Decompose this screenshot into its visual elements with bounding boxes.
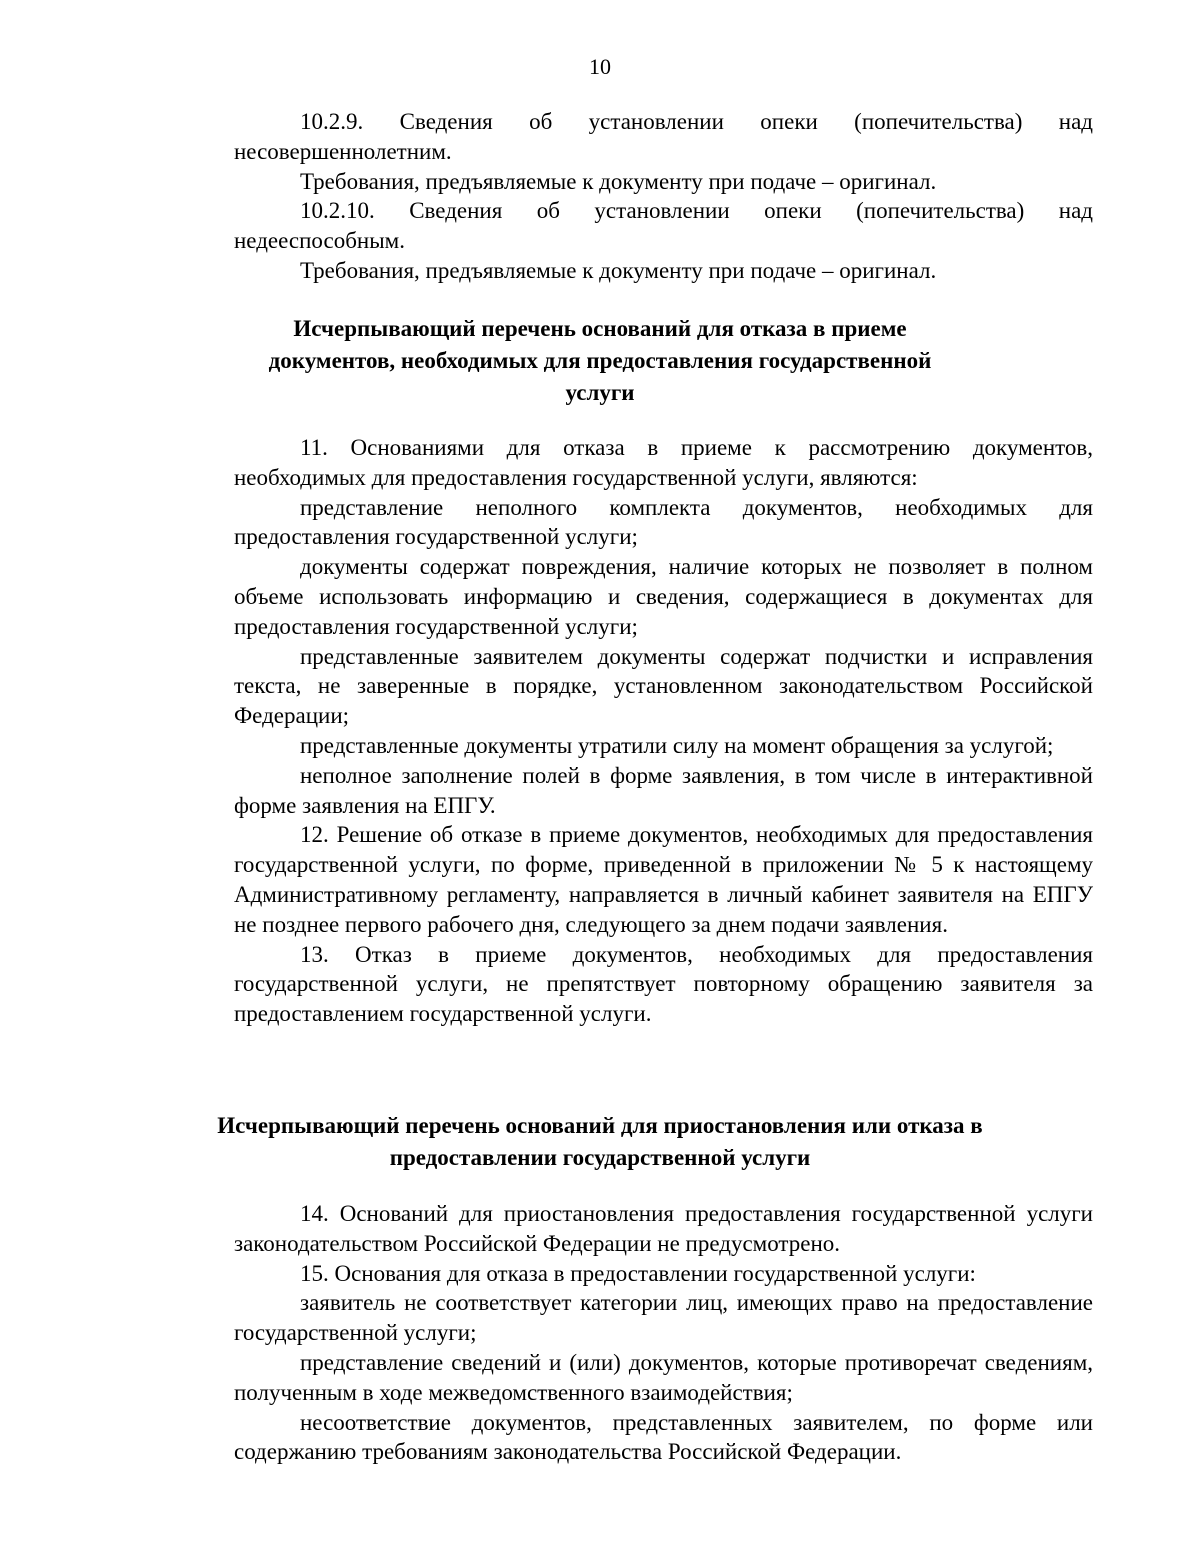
heading-line: документов, необходимых для предоставления государственной [268,348,932,373]
paragraph-list-item: представленные документы утратили силу на момент обращения за услугой; [300,732,1054,758]
paragraph-list-item: несоответствие документов, представленных заявителем, по форме или содержанию требованиям законодательства Российской Федерации. [234,1409,1093,1465]
paragraph-10-2-10: 10.2.10. Сведения об установлении опеки (попечительства) над недееспособным. [234,198,1093,254]
heading-line: предоставлении государственной услуги [389,1145,811,1170]
section-11-13 [234,433,1093,1029]
paragraph-14: 14. Оснований для приостановления предоставления государственной услуги законодательством Российской Федерации не предусмотрено. [234,1201,1093,1256]
paragraph-11: 11. Основаниями для отказа в приеме к рассмотрению документов, необходимых для предоставления государственной услуги, являются: [234,435,1093,490]
paragraph-13: 13. Отказ в приеме документов, необходимых для предоставления государственной услуги, не препятствует повторному обращению заявителя за предоставлением государственной услуги. [234,941,1093,1027]
paragraph-10-2-9: 10.2.9. Сведения об установлении опеки (попечительства) над несовершеннолетним. [234,109,1093,164]
paragraph-list-item: представление сведений и (или) документов, которые противоречат сведениям, полученным в ходе межведомственного взаимодействия; [234,1349,1093,1405]
heading-line: Исчерпывающий перечень оснований для отказа в приеме [293,316,907,341]
paragraph-list-item: представление неполного комплекта документов, необходимых для предоставления государственной услуги; [234,494,1093,550]
page-number: 10 [589,54,611,79]
paragraph-15: 15. Основания для отказа в предоставлении государственной услуги: [300,1260,976,1286]
paragraph-requirement: Требования, предъявляемые к документу при подаче – оригинал. [300,168,937,194]
paragraph-list-item: документы содержат повреждения, наличие которых не позволяет в полном объеме использовать информацию и сведения, содержащиеся в документах для предоставления государственной услуги; [234,554,1093,639]
section-heading-suspension-refusal [0,1110,1200,1174]
paragraph-list-item: заявитель не соответствует категории лиц, имеющих право на предоставление государственной услуги; [234,1290,1093,1346]
paragraph-list-item: представленные заявителем документы содержат подчистки и исправления текста, не заверенные в порядке, установленном законодательством Российской Федерации; [234,643,1093,729]
paragraph-requirement: Требования, предъявляемые к документу при подаче – оригинал. [300,257,937,283]
paragraph-list-item: неполное заполнение полей в форме заявления, в том числе в интерактивной форме заявления на ЕПГУ. [234,762,1093,818]
section-heading-refusal-acceptance [0,313,1200,409]
heading-line: Исчерпывающий перечень оснований для приостановления или отказа в [217,1113,983,1138]
paragraph-12: 12. Решение об отказе в приеме документов, необходимых для предоставления государственной услуги, по форме, приведенной в приложении № 5 к настоящему Административному регламенту, направляется в личный кабинет заявителя на ЕПГУ не позднее первого рабочего дня, следующего за днем подачи заявления. [234,822,1093,937]
section-10-2-items [234,107,1093,286]
section-14-15 [234,1199,1093,1467]
heading-line: услуги [565,380,635,405]
